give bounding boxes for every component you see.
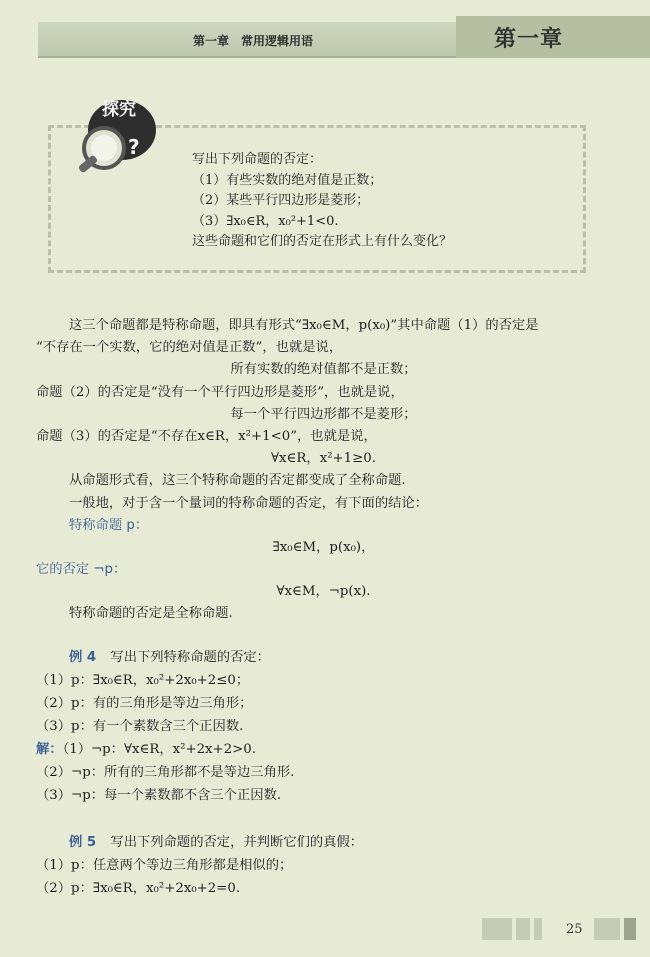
formula-line: 所有实数的绝对值都不是正数； bbox=[230, 362, 417, 378]
explore-line: （3）∃x₀∈R，x₀²+1<0. bbox=[192, 213, 339, 229]
explore-badge-text: 探究 bbox=[102, 100, 136, 120]
example-prompt: 写出下列命题的否定，并判断它们的真假： bbox=[110, 834, 364, 850]
example-item: （3）p：有一个素数含三个正因数. bbox=[36, 718, 244, 734]
footer-decoration bbox=[624, 918, 636, 940]
formula-line: ∀x∈R，x²+1≥0. bbox=[271, 451, 376, 467]
example-item: （2）p：∃x₀∈R，x₀²+2x₀+2=0. bbox=[36, 880, 241, 896]
explore-magnifier-icon bbox=[70, 90, 162, 180]
example-label: 例 4 bbox=[69, 649, 97, 665]
solution-line: （3）¬p：每一个素数都不含三个正因数. bbox=[36, 787, 282, 803]
paragraph-line: 一般地，对于含一个量词的特称命题的否定，有下面的结论： bbox=[69, 495, 429, 511]
explore-line: 这些命题和它们的否定在形式上有什么变化？ bbox=[192, 234, 453, 249]
page-number: 25 bbox=[566, 922, 583, 937]
explore-line: （2）某些平行四边形是菱形； bbox=[192, 193, 370, 208]
paragraph-line: 命题（2）的否定是“没有一个平行四边形是菱形”，也就是说， bbox=[36, 384, 404, 400]
footer-decoration bbox=[482, 918, 512, 940]
running-title: 第一章 常用逻辑用语 bbox=[193, 34, 314, 48]
paragraph-line: “不存在一个实数，它的绝对值是正数”，也就是说， bbox=[36, 340, 343, 356]
example-item: （2）p：有的三角形是等边三角形； bbox=[36, 695, 253, 711]
example-label: 例 5 bbox=[69, 834, 97, 850]
explore-line: （1）有些实数的绝对值是正数； bbox=[192, 172, 383, 188]
example-item: （1）p：任意两个等边三角形都是相似的； bbox=[36, 857, 293, 873]
chapter-label: 第一章 bbox=[494, 27, 564, 52]
solution-line: （2）¬p：所有的三角形都不是等边三角形. bbox=[36, 764, 295, 780]
rule-label: 特称命题 p： bbox=[69, 517, 149, 533]
solution-label: 解： bbox=[36, 741, 63, 757]
paragraph-line: 从命题形式看，这三个特称命题的否定都变成了全称命题. bbox=[69, 473, 406, 489]
paragraph-line: 命题（3）的否定是“不存在x∈R，x²+1<0”，也就是说， bbox=[36, 428, 377, 444]
example-item: （1）p：∃x₀∈R，x₀²+2x₀+2≤0； bbox=[36, 672, 250, 688]
formula-line: ∀x∈M，¬p(x). bbox=[276, 584, 371, 600]
paragraph-line: 这三个命题都是特称命题，即具有形式“∃x₀∈M，p(x₀)”其中命题（1）的否定是 bbox=[69, 318, 539, 333]
conclusion-line: 特称命题的否定是全称命题. bbox=[69, 606, 233, 622]
explore-content bbox=[192, 150, 572, 253]
example-prompt: 写出下列特称命题的否定： bbox=[110, 649, 270, 665]
solution-line: （1）¬p：∀x∈R，x²+2x+2>0. bbox=[62, 741, 256, 757]
footer-decoration bbox=[534, 918, 542, 940]
main-text bbox=[36, 315, 611, 900]
explore-line: 写出下列命题的否定： bbox=[192, 152, 323, 167]
formula-line: ∃x₀∈M，p(x₀)， bbox=[272, 539, 375, 555]
formula-line: 每一个平行四边形都不是菱形； bbox=[230, 406, 417, 422]
footer-decoration bbox=[594, 918, 620, 940]
question-mark-icon: ? bbox=[128, 135, 140, 159]
footer-decoration bbox=[516, 918, 530, 940]
negation-label: 它的否定 ¬p： bbox=[36, 562, 127, 578]
